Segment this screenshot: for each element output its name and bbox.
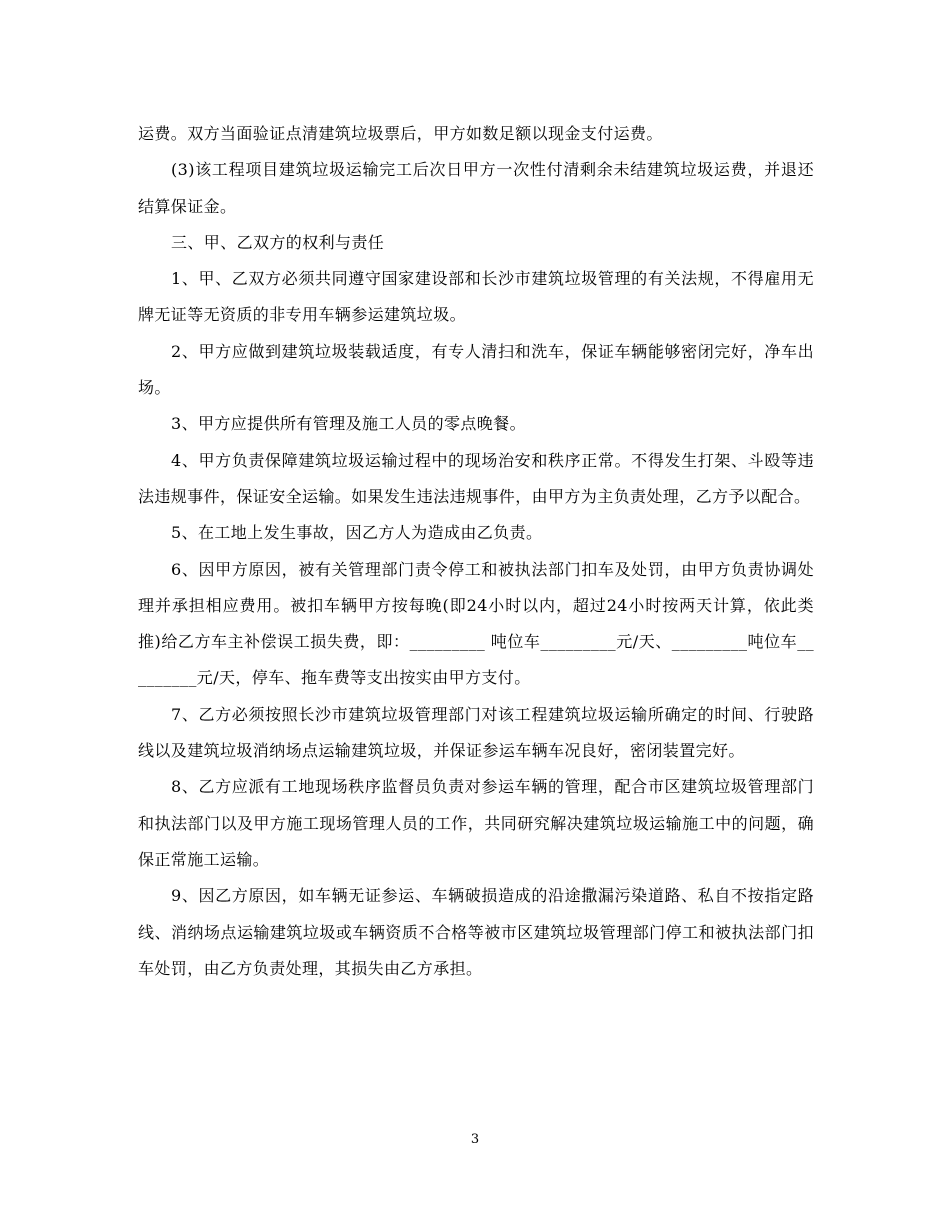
- paragraph-item-2: 2、甲方应做到建筑垃圾装载适度，有专人清扫和洗车，保证车辆能够密闭完好，净车出场。: [138, 341, 814, 398]
- paragraph-item-8: 8、乙方应派有工地现场秩序监督员负责对参运车辆的管理，配合市区建筑垃圾管理部门和执法部门以及甲方施工现场管理人员的工作，共同研究解决建筑垃圾运输施工中的问题，确保正常施工运输。: [138, 777, 814, 869]
- paragraph-item-7: 7、乙方必须按照长沙市建筑垃圾管理部门对该工程建筑垃圾运输所确定的时间、行驶路线以及建筑垃圾消纳场点运输建筑垃圾，并保证参运车辆车况良好，密闭装置完好。: [138, 704, 814, 761]
- paragraph-item-1: 1、甲、乙双方必须共同遵守国家建设部和长沙市建筑垃圾管理的有关法规，不得雇用无牌无证等无资质的非专用车辆参运建筑垃圾。: [138, 269, 814, 325]
- paragraph-continuation: 运费。双方当面验证点清建筑垃圾票后，甲方如数足额以现金支付运费。: [138, 124, 663, 143]
- page-number: 3: [470, 1132, 480, 1147]
- paragraph-item-9: 9、因乙方原因，如车辆无证参运、车辆破损造成的沿途撒漏污染道路、私自不按指定路线、消纳场点运输建筑垃圾或车辆资质不合格等被市区建筑垃圾管理部门停工和被执法部门扣车处罚，由乙方负责处理，其损失由乙方承担。: [138, 886, 814, 978]
- paragraph-item-3: 3、甲方应提供所有管理及施工人员的零点晚餐。: [171, 414, 526, 434]
- paragraph-clause-3: (3)该工程项目建筑垃圾运输完工后次日甲方一次性付清剩余未结建筑垃圾运费，并退还结算保证金。: [138, 160, 814, 216]
- document-body: [138, 116, 814, 987]
- paragraph-item-6: 6、因甲方原因，被有关管理部门责令停工和被执法部门扣车及处罚，由甲方负责协调处理并承担相应费用。被扣车辆甲方按每晚(即24小时以内，超过24小时按两天计算，依此类推)给乙方车主补偿误工损失费，即：_________ 吨位车_________元/天、_________吨位车_________元/天，停车、拖车费等支出按实由甲方支付。: [138, 559, 814, 688]
- paragraph-item-5: 5、在工地上发生事故，因乙方人为造成由乙负责。: [171, 523, 543, 543]
- section-heading-rights-responsibilities: 三、甲、乙双方的权利与责任: [171, 232, 385, 252]
- paragraph-item-4: 4、甲方负责保障建筑垃圾运输过程中的现场治安和秩序正常。不得发生打架、斗殴等违法违规事件，保证安全运输。如果发生违法违规事件，由甲方为主负责处理，乙方予以配合。: [138, 450, 814, 506]
